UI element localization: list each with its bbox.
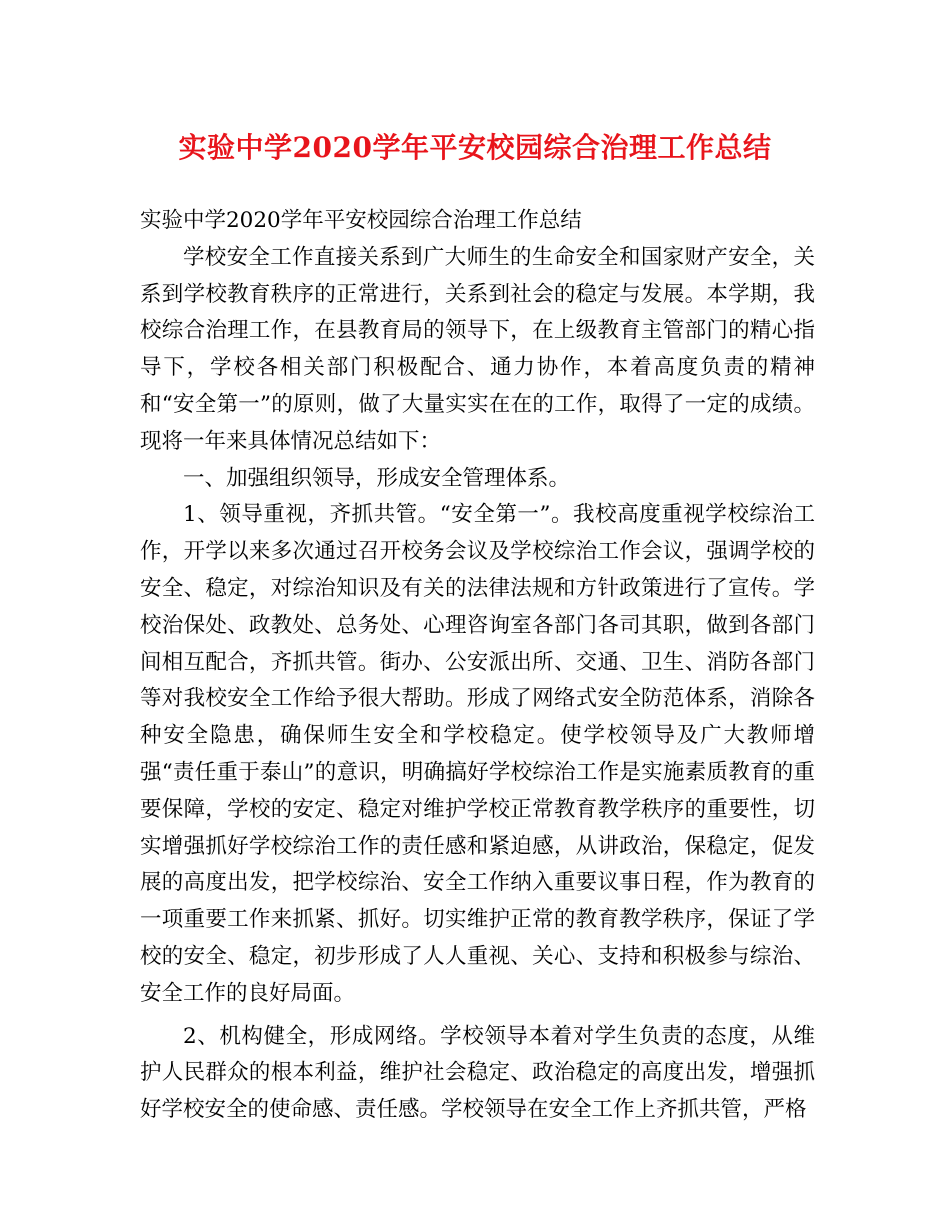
paragraph-section-heading: 一、加强组织领导，形成安全管理体系。	[183, 465, 571, 491]
document-title: 实验中学2020学年平安校园综合治理工作总结	[178, 131, 772, 164]
paragraph-intro: 学校安全工作直接关系到广大师生的生命安全和国家财产安全，关系到学校教育秩序的正常进行，关系到社会的稳定与发展。本学期，我校综合治理工作，在县教育局的领导下，在上级教育主管部门的精心指导下，学校各相关部门积极配合、通力协作，本着高度负责的精神和“安全第一”的原则，做了大量实实在在的工作，取得了一定的成绩。现将一年来具体情况总结如下：	[140, 244, 815, 454]
document-body	[140, 203, 815, 1129]
document-subtitle: 实验中学2020学年平安校园综合治理工作总结	[140, 208, 582, 233]
paragraph-item-2: 2、机构健全，形成网络。学校领导本着对学生负责的态度，从维护人民群众的根本利益，维护社会稳定、政治稳定的高度出发，增强抓好学校安全的使命感、责任感。学校领导在安全工作上齐抓共管，严格	[140, 1023, 815, 1123]
paragraph-item-1: 1、领导重视，齐抓共管。“安全第一”。我校高度重视学校综治工作，开学以来多次通过召开校务会议及学校综治工作会议，强调学校的安全、稳定，对综治知识及有关的法律法规和方针政策进行了宣传。学校治保处、政教处、总务处、心理咨询室各部门各司其职，做到各部门间相互配合，齐抓共管。街办、公安派出所、交通、卫生、消防各部门等对我校安全工作给予很大帮助。形成了网络式安全防范体系，消除各种安全隐患，确保师生安全和学校稳定。使学校领导及广大教师增强“责任重于泰山”的意识，明确搞好学校综治工作是实施素质教育的重要保障，学校的安定、稳定对维护学校正常教育教学秩序的重要性，切实增强抓好学校综治工作的责任感和紧迫感，从讲政治，保稳定，促发展的高度出发，把学校综治、安全工作纳入重要议事日程，作为教育的一项重要工作来抓紧、抓好。切实维护正常的教育教学秩序，保证了学校的安全、稳定，初步形成了人人重视、关心、支持和积极参与综治、安全工作的良好局面。	[140, 502, 815, 1006]
